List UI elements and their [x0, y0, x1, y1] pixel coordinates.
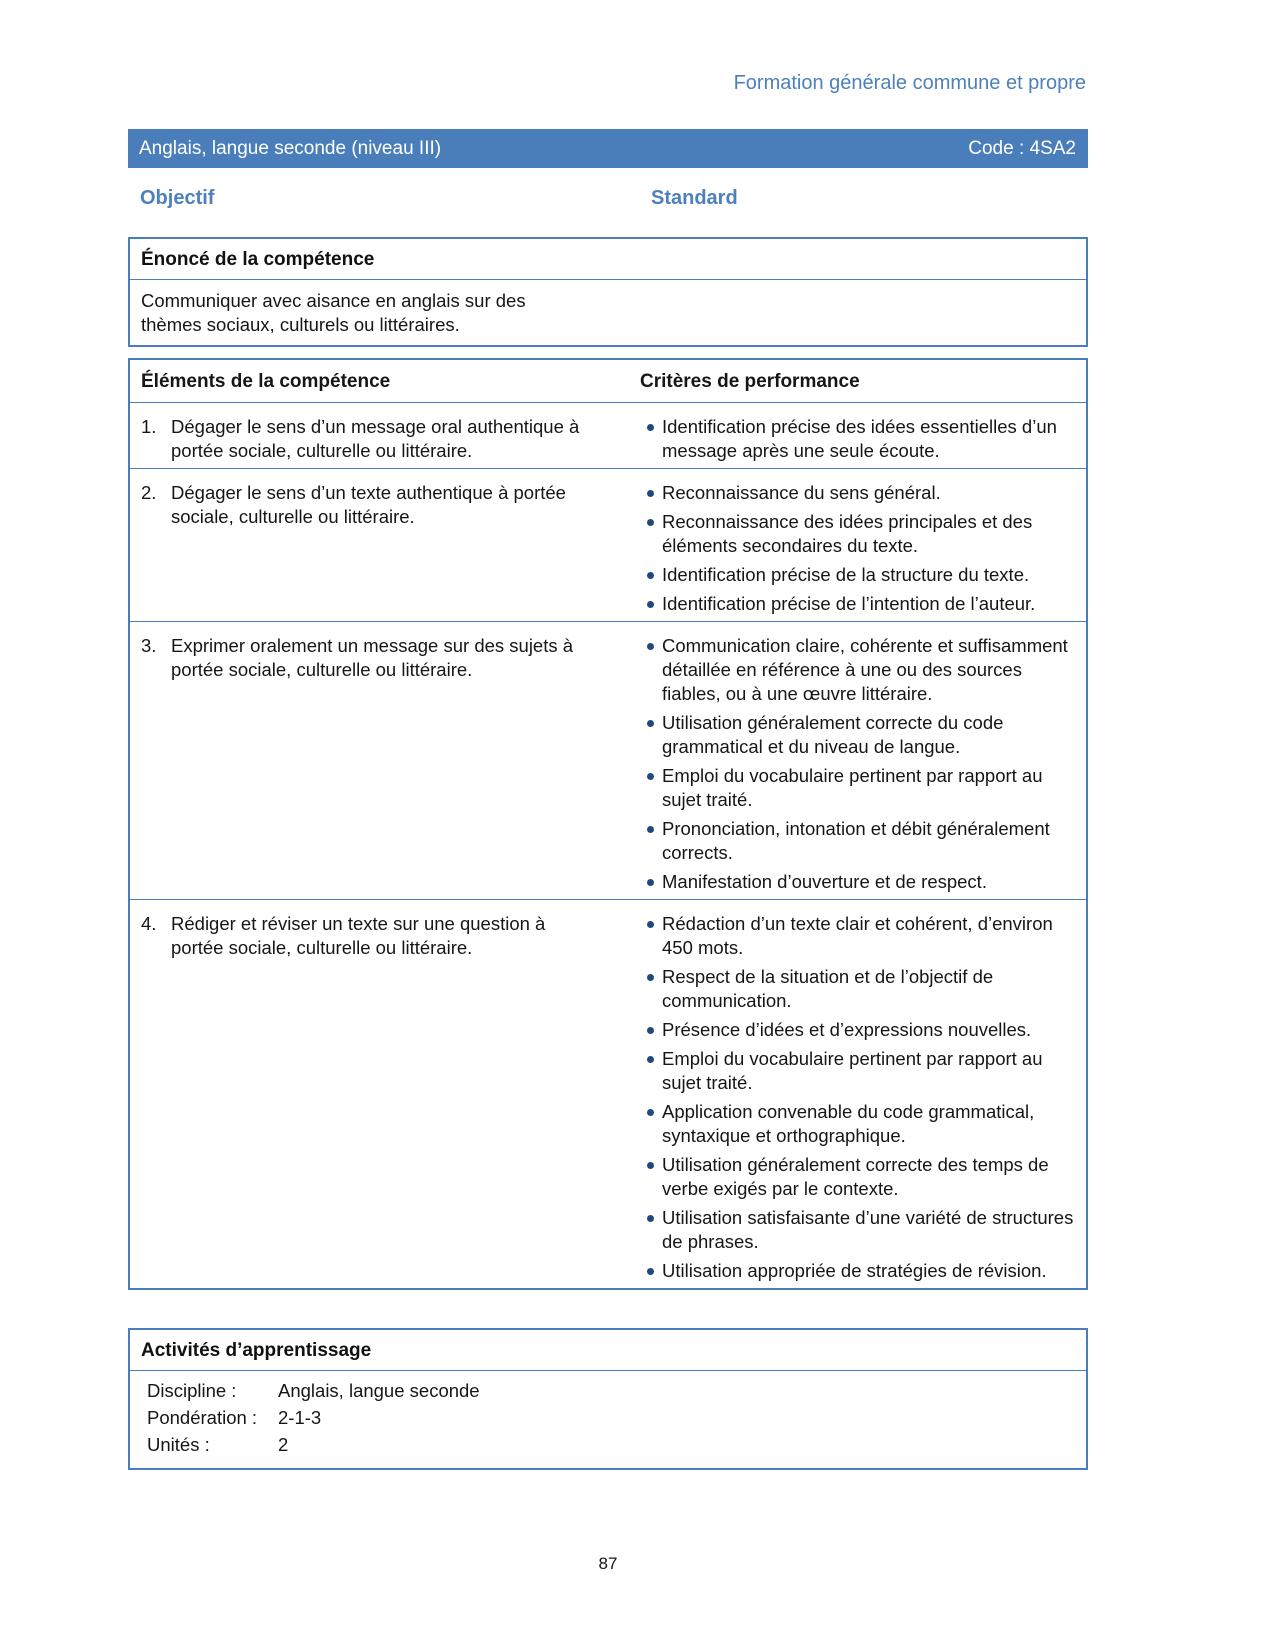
element-cell — [130, 415, 640, 463]
element-number: 3. — [141, 635, 157, 656]
element-cell — [130, 481, 640, 616]
course-title-bar — [128, 129, 1088, 168]
elements-column-header: Éléments de la compétence — [141, 371, 391, 392]
criterion-item: Manifestation d’ouverture et de respect. — [640, 870, 1080, 894]
competence-row-2 — [130, 468, 1086, 621]
activites-box — [128, 1328, 1088, 1470]
element-cell — [130, 912, 640, 1283]
activite-value: 2 — [278, 1434, 289, 1455]
activite-label: Unités : — [147, 1434, 210, 1455]
activites-header: Activités d’apprentissage — [130, 1330, 1086, 1371]
criterion-item: Emploi du vocabulaire pertinent par rapport au sujet traité. — [640, 764, 1080, 812]
objectif-heading: Objectif — [140, 187, 215, 209]
criteria-list — [640, 415, 1086, 463]
criterion-item: Utilisation appropriée de stratégies de révision. — [640, 1259, 1080, 1283]
criterion-item: Prononciation, intonation et débit généralement corrects. — [640, 817, 1080, 865]
criterion-item: Identification précise de la structure du texte. — [640, 563, 1080, 587]
criterion-item: Identification précise de l’intention de l’auteur. — [640, 592, 1080, 616]
criteria-list — [640, 481, 1086, 616]
activite-value: Anglais, langue seconde — [278, 1380, 480, 1401]
criterion-item: Identification précise des idées essentielles d’un message après une seule écoute. — [640, 415, 1080, 463]
element-text: Dégager le sens d’un texte authentique à portée sociale, culturelle ou littéraire. — [171, 482, 566, 527]
activite-row-2 — [130, 1404, 1086, 1431]
criterion-item: Reconnaissance du sens général. — [640, 481, 1080, 505]
activite-value: 2-1-3 — [278, 1407, 322, 1428]
element-text: Rédiger et réviser un texte sur une question à portée sociale, culturelle ou littéraire. — [171, 913, 546, 958]
enonce-header: Énoncé de la compétence — [130, 239, 1086, 280]
criterion-item: Utilisation généralement correcte des temps de verbe exigés par le contexte. — [640, 1153, 1080, 1201]
criterion-item: Emploi du vocabulaire pertinent par rapport au sujet traité. — [640, 1047, 1080, 1095]
document-page — [128, 0, 1088, 1650]
activite-row-3 — [130, 1431, 1086, 1458]
element-text: Exprimer oralement un message sur des sujets à portée sociale, culturelle ou littéraire. — [171, 635, 574, 680]
running-header: Formation générale commune et propre — [733, 72, 1086, 94]
criterion-item: Utilisation généralement correcte du code grammatical et du niveau de langue. — [640, 711, 1080, 759]
table-rows — [130, 403, 1086, 1288]
enonce-box — [128, 237, 1088, 347]
criterion-item: Rédaction d’un texte clair et cohérent, d’environ 450 mots. — [640, 912, 1080, 960]
criteria-list — [640, 634, 1086, 894]
criterion-item: Communication claire, cohérente et suffisamment détaillée en référence à une ou des sources fiables, ou à une œuvre littéraire. — [640, 634, 1080, 706]
enonce-line-1: Communiquer avec aisance en anglais sur des — [141, 290, 526, 311]
activites-body — [130, 1371, 1086, 1468]
competence-table — [128, 358, 1088, 1290]
page-number: 87 — [598, 1554, 618, 1573]
activite-label: Pondération : — [147, 1407, 258, 1428]
element-cell — [130, 634, 640, 894]
course-title: Anglais, langue seconde (niveau III) — [139, 137, 442, 159]
element-number: 1. — [141, 416, 157, 437]
element-number: 2. — [141, 482, 157, 503]
competence-row-4 — [130, 899, 1086, 1288]
criterion-item: Reconnaissance des idées principales et des éléments secondaires du texte. — [640, 510, 1080, 558]
course-code: Code : 4SA2 — [968, 137, 1076, 159]
criterion-item: Respect de la situation et de l’objectif de communication. — [640, 965, 1080, 1013]
activite-label: Discipline : — [147, 1380, 237, 1401]
column-headings — [128, 187, 1088, 213]
activite-row-1 — [130, 1377, 1086, 1404]
enonce-body — [130, 280, 1086, 345]
criteres-column-header: Critères de performance — [640, 371, 860, 392]
criterion-item: Utilisation satisfaisante d’une variété de structures de phrases. — [640, 1206, 1080, 1254]
standard-heading: Standard — [651, 187, 738, 209]
enonce-line-2: thèmes sociaux, culturels ou littéraires. — [141, 314, 460, 335]
criterion-item: Présence d’idées et d’expressions nouvelles. — [640, 1018, 1080, 1042]
criteria-list — [640, 912, 1086, 1283]
competence-row-1 — [130, 403, 1086, 468]
element-number: 4. — [141, 913, 157, 934]
element-text: Dégager le sens d’un message oral authentique à portée sociale, culturelle ou littéraire. — [171, 416, 580, 461]
criterion-item: Application convenable du code grammatical, syntaxique et orthographique. — [640, 1100, 1080, 1148]
table-header-row — [130, 360, 1086, 403]
competence-row-3 — [130, 621, 1086, 899]
